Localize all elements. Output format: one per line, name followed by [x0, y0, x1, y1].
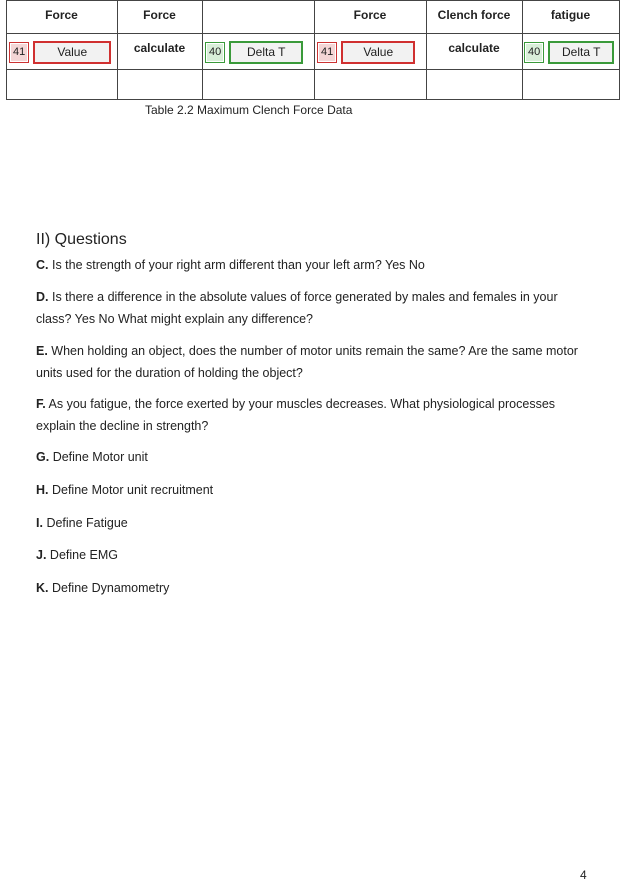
- question-letter: G.: [36, 450, 50, 464]
- question-item: [36, 286, 596, 330]
- table-rule: [202, 0, 203, 100]
- table-header-cell: Force: [353, 8, 387, 22]
- channel-number: 40: [524, 42, 544, 63]
- question-letter: C.: [36, 258, 49, 272]
- section-title: II) Questions: [36, 231, 127, 248]
- question-text: Define Motor unit recruitment: [51, 483, 214, 497]
- question-letter: K.: [36, 581, 49, 595]
- question-text: As you fatigue, the force exerted by your muscles decreases. What physiological processes explain the decline in strength?: [36, 397, 556, 433]
- question-item: [36, 393, 596, 437]
- question-item: [36, 544, 596, 566]
- question-item: [36, 254, 596, 276]
- table-rule: [6, 33, 620, 34]
- table-header-cell: Force: [143, 8, 176, 22]
- table-caption: Table 2.2 Maximum Clench Force Data: [145, 103, 353, 117]
- question-letter: E.: [36, 344, 48, 358]
- question-text: Is there a difference in the absolute values of force generated by males and females in your class? Yes No What might explain any difference?: [36, 290, 558, 326]
- calculate-cell: calculate: [448, 41, 500, 55]
- force-data-table: [6, 0, 620, 100]
- table-header-cell: fatigue: [550, 8, 591, 22]
- measurement-value-2[interactable]: [317, 42, 415, 63]
- table-rule: [6, 0, 620, 1]
- table-rule: [6, 69, 620, 70]
- question-text: When holding an object, does the number of motor units remain the same? Are the same motor units used for the duration of holding the object?: [36, 344, 578, 380]
- question-text: Define Fatigue: [46, 516, 128, 530]
- channel-number: 40: [205, 42, 225, 63]
- question-item: [36, 340, 596, 384]
- question-letter: H.: [36, 483, 49, 497]
- channel-number: 41: [317, 42, 337, 63]
- question-letter: J.: [36, 548, 47, 562]
- question-text: Is the strength of your right arm different than your left arm? Yes No: [51, 258, 425, 272]
- table-rule: [6, 99, 620, 100]
- question-letter: F.: [36, 397, 46, 411]
- question-item: [36, 446, 596, 468]
- question-letter: I.: [36, 516, 43, 530]
- calculate-cell: calculate: [133, 41, 186, 55]
- measurement-value-1[interactable]: [9, 42, 111, 63]
- table-header-cell: Force: [45, 8, 78, 22]
- table-header-cell: Clench force: [437, 8, 511, 22]
- measurement-delta-1[interactable]: [205, 42, 303, 63]
- question-text: Define EMG: [49, 548, 119, 562]
- measurement-label: Value: [341, 41, 415, 64]
- measurement-label: Value: [33, 41, 111, 64]
- measurement-label: Delta T: [229, 41, 303, 64]
- question-text: Define Dynamometry: [51, 581, 170, 595]
- measurement-label: Delta T: [548, 41, 614, 64]
- question-item: [36, 512, 596, 534]
- channel-number: 41: [9, 42, 29, 63]
- question-letter: D.: [36, 290, 49, 304]
- question-item: [36, 479, 596, 501]
- table-rule: [619, 0, 620, 100]
- question-text: Define Motor unit: [52, 450, 148, 464]
- measurement-delta-2[interactable]: [524, 42, 614, 63]
- page-number: 4: [580, 868, 587, 882]
- question-item: [36, 577, 596, 599]
